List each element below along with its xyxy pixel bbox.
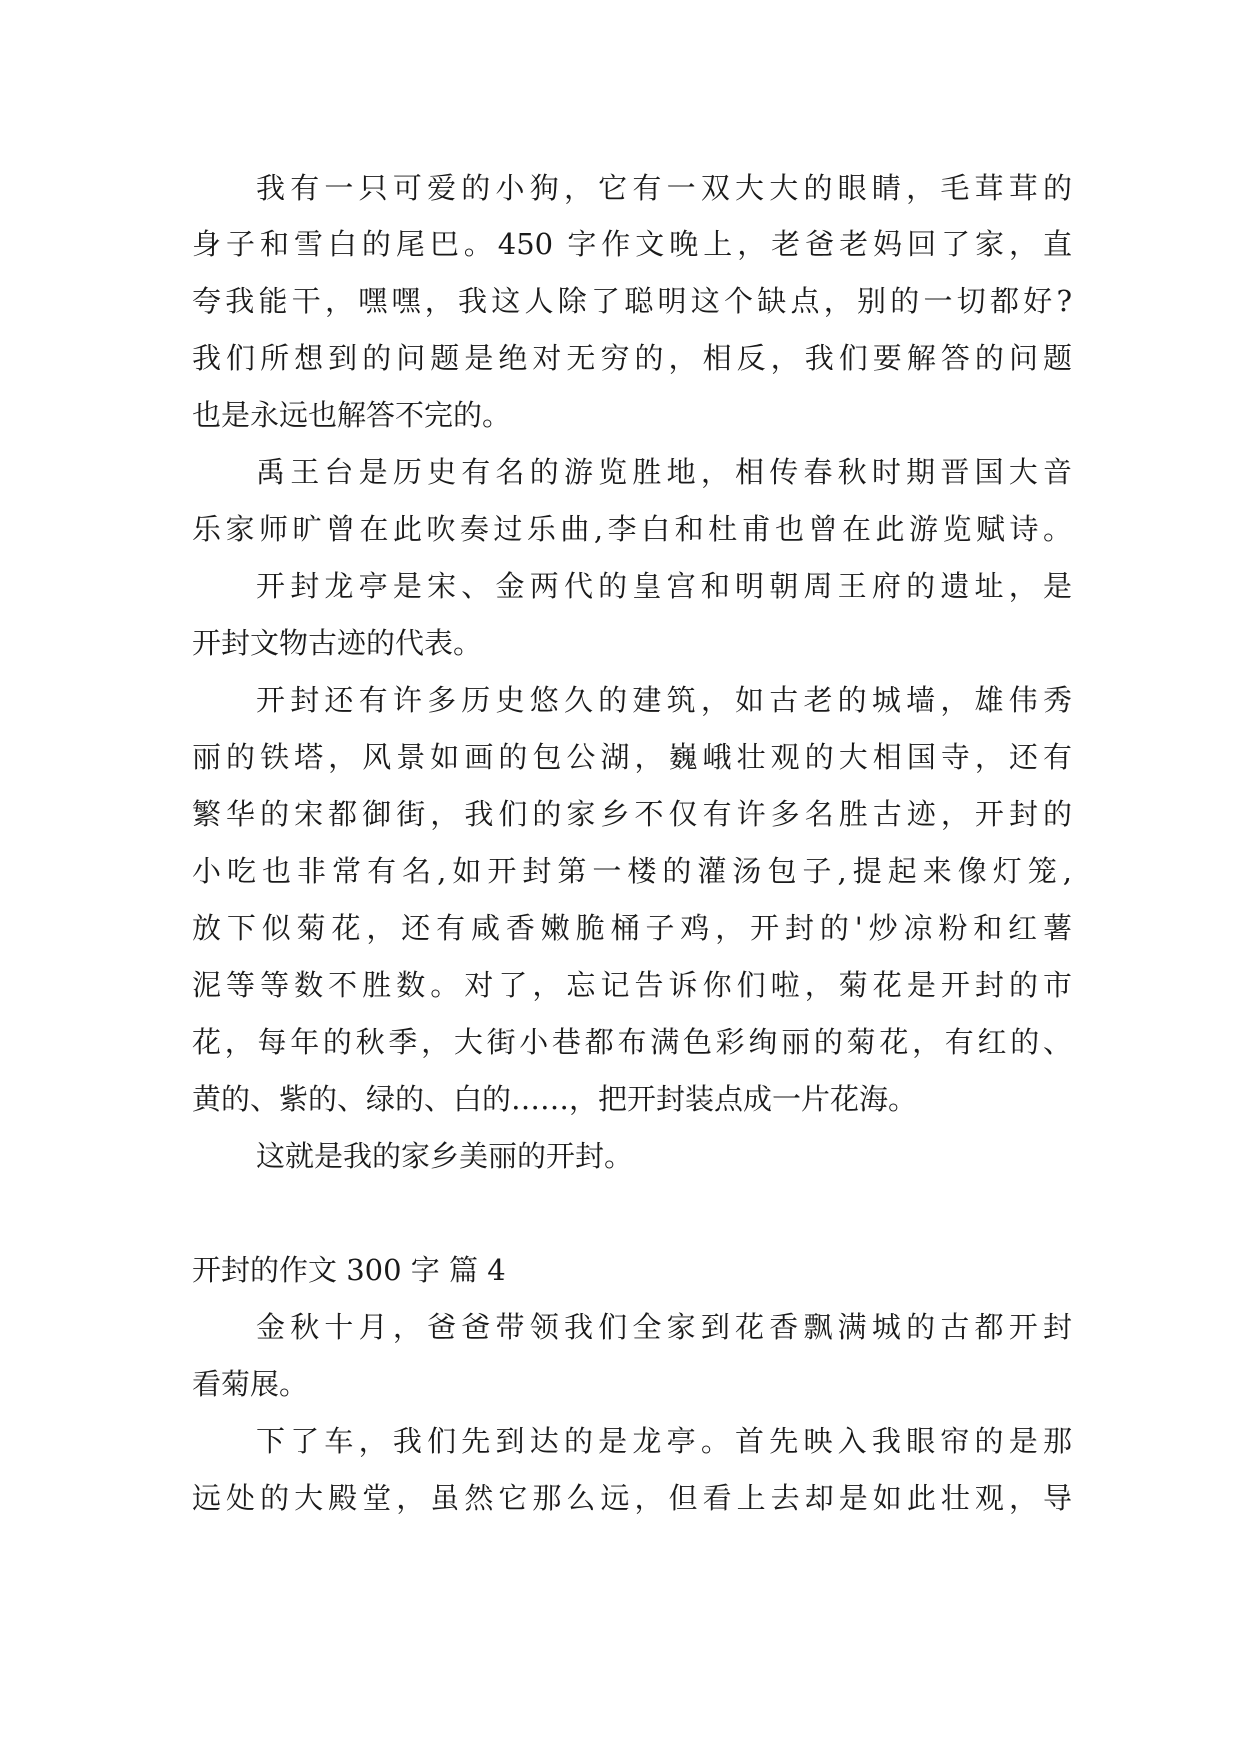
paragraph-6-line-2: 看菊展。: [192, 1367, 309, 1401]
paragraph-3-line-2: 开封文物古迹的代表。: [192, 626, 483, 660]
paragraph-2-line-1: 禹王台是历史有名的游览胜地，相传春秋时期晋国大音: [256, 455, 1072, 489]
paragraph-4-line-4: 小吃也非常有名,如开封第一楼的灌汤包子,提起来像灯笼,: [192, 854, 1072, 888]
paragraph-4-line-8: 黄的、紫的、绿的、白的……，把开封装点成一片花海。: [192, 1082, 918, 1116]
paragraph-3-line-1: 开封龙亭是宋、金两代的皇宫和明朝周王府的遗址，是: [256, 569, 1072, 603]
paragraph-2-line-2: 乐家师旷曾在此吹奏过乐曲,李白和杜甫也曾在此游览赋诗。: [192, 512, 1072, 546]
paragraph-1-line-1: 我有一只可爱的小狗，它有一双大大的眼睛，毛茸茸的: [256, 171, 1072, 205]
paragraph-7-line-1: 下了车，我们先到达的是龙亭。首先映入我眼帘的是那: [256, 1424, 1072, 1458]
paragraph-1-line-4: 我们所想到的问题是绝对无穷的，相反，我们要解答的问题: [192, 341, 1072, 375]
paragraph-1-line-5: 也是永远也解答不完的。: [192, 398, 512, 432]
section-heading: 开封的作文 300 字 篇 4: [192, 1253, 506, 1287]
paragraph-7-line-2: 远处的大殿堂，虽然它那么远，但看上去却是如此壮观，导: [192, 1481, 1072, 1515]
paragraph-4-line-6: 泥等等数不胜数。对了，忘记告诉你们啦，菊花是开封的市: [192, 968, 1072, 1002]
paragraph-6-line-1: 金秋十月，爸爸带领我们全家到花香飘满城的古都开封: [256, 1310, 1072, 1344]
paragraph-4-line-3: 繁华的宋都御街，我们的家乡不仅有许多名胜古迹，开封的: [192, 797, 1072, 831]
paragraph-1-line-3: 夸我能干，嘿嘿，我这人除了聪明这个缺点，别的一切都好?: [192, 284, 1072, 318]
paragraph-4-line-1: 开封还有许多历史悠久的建筑，如古老的城墙，雄伟秀: [256, 683, 1072, 717]
paragraph-1-line-2: 身子和雪白的尾巴。450 字作文晚上，老爸老妈回了家，直: [192, 227, 1072, 261]
paragraph-4-line-7: 花，每年的秋季，大街小巷都布满色彩绚丽的菊花，有红的、: [192, 1025, 1072, 1059]
paragraph-5-line-1: 这就是我的家乡美丽的开封。: [256, 1139, 634, 1173]
paragraph-4-line-5: 放下似菊花，还有咸香嫩脆桶子鸡，开封的'炒凉粉和红薯: [192, 911, 1072, 945]
paragraph-4-line-2: 丽的铁塔，风景如画的包公湖，巍峨壮观的大相国寺，还有: [192, 740, 1072, 774]
